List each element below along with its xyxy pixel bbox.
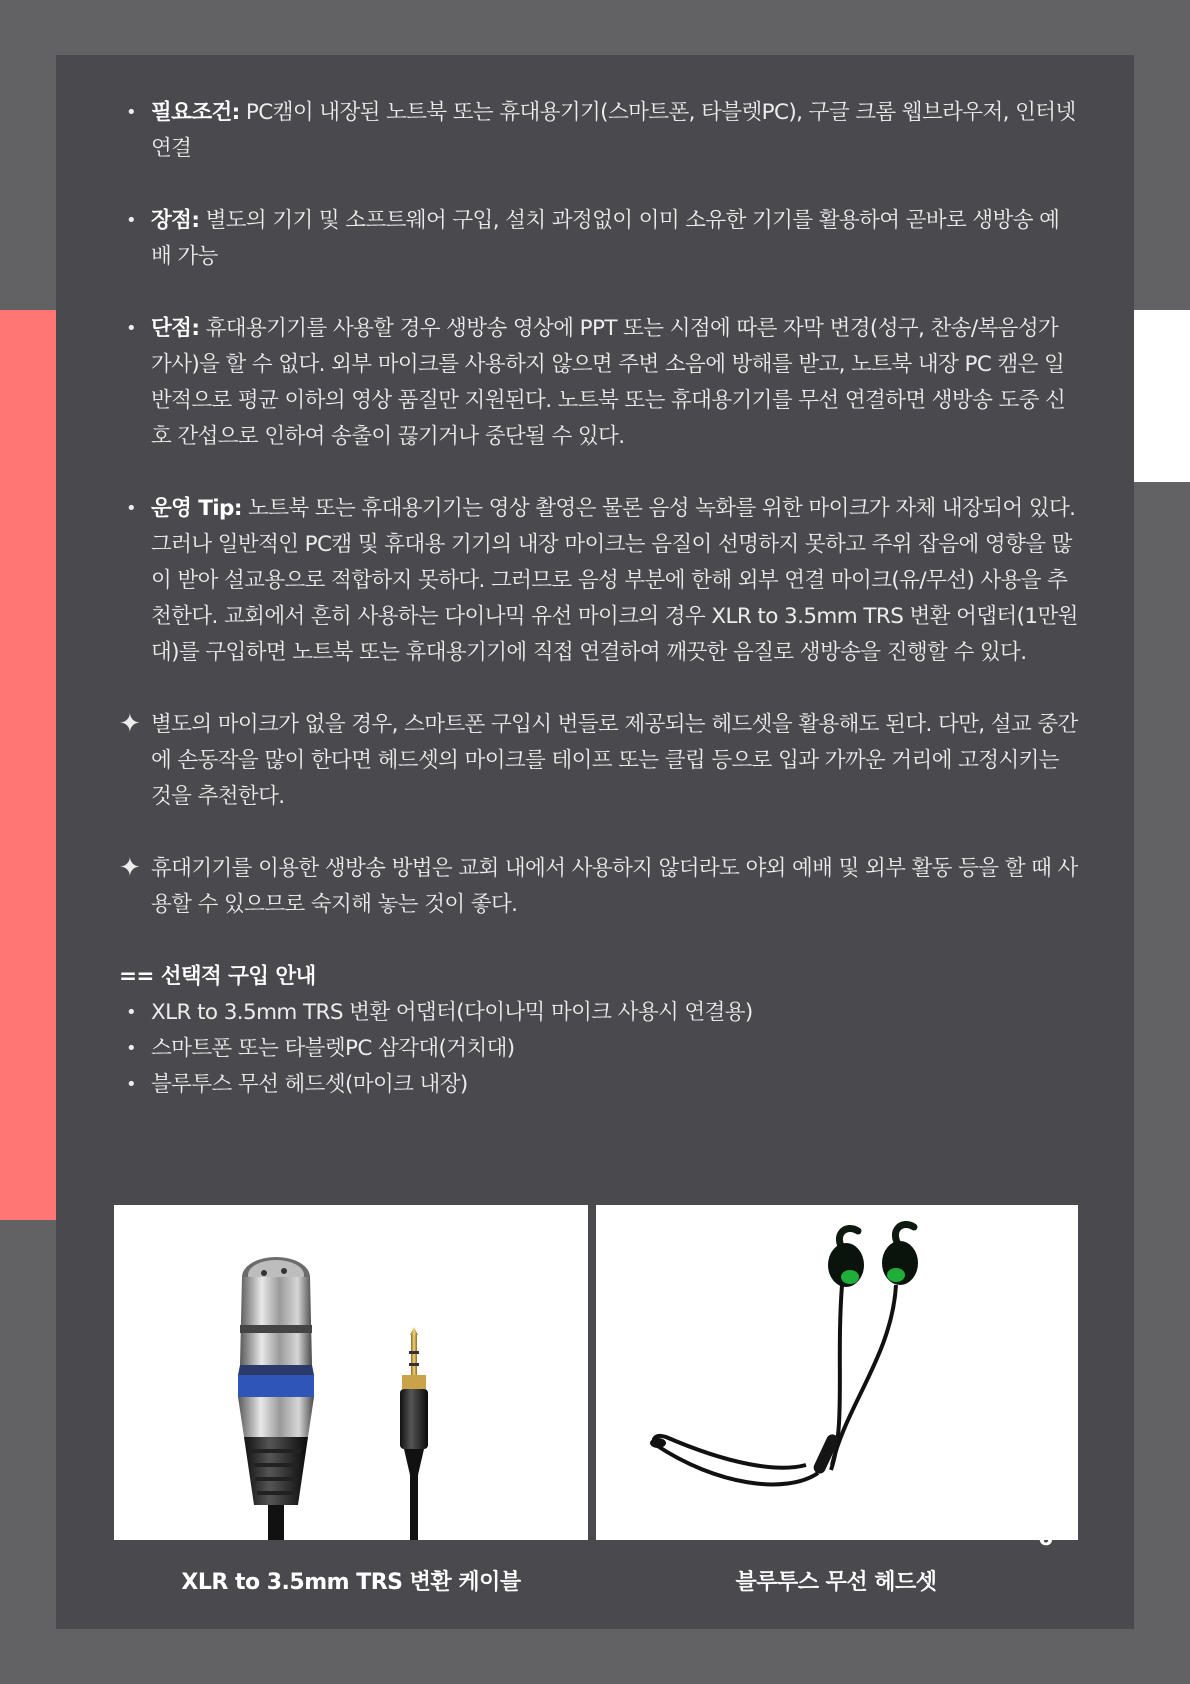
purchase-item (56, 1067, 1079, 1103)
left-accent-bar (0, 310, 58, 1220)
bullet-text: 별도의 기기 및 소프트웨어 구입, 설치 과정없이 이미 소유한 기기를 활용하여 곧바로 생방송 예배 가능 (151, 208, 1060, 269)
bullet-text: PC캠이 내장된 노트북 또는 휴대용기기(스마트폰, 타블렛PC), 구글 크롬 웹브라우저, 인터넷 연결 (151, 100, 1076, 161)
purchase-item (56, 995, 1079, 1031)
note-mobile-broadcast (56, 851, 1079, 923)
bullet-operation-tip (56, 491, 1079, 671)
bluetooth-headset-photo (596, 1205, 1078, 1540)
bullet-dot-icon: • (126, 318, 137, 339)
note-text: 휴대기기를 이용한 생방송 방법은 교회 내에서 사용하지 않더라도 야외 예배 및 외부 활동 등을 할 때 사용할 수 있으므로 숙지해 놓는 것이 좋다. (151, 856, 1078, 917)
four-point-star-icon: ✦ (119, 853, 141, 883)
bullet-disadvantages (56, 311, 1079, 455)
purchase-item-text: 스마트폰 또는 타블렛PC 삼각대(거치대) (151, 1036, 515, 1061)
bullet-advantages (56, 203, 1079, 275)
bullet-text: 노트북 또는 휴대용기기는 영상 촬영은 물론 음성 녹화를 위한 마이크가 자체 내장되어 있다. 그러나 일반적인 PC캠 및 휴대용 기기의 내장 마이크는 음질이 선명하지 못하고 주위 잡음에 영향을 많이 받아 설교용으로 적합하지 못하다. 그러므로 음성 부분에 한해 외부 연결 마이크(유/무선) 사용을 추천한다. 교회에서 흔히 사용하는 다이나믹 유선 마이크의 경우 XLR to 3.5mm TRS 변환 어댑터(1만원대)를 구입하면 노트북 또는 휴대용기기에 직접 연결하여 깨끗한 음질로 생방송을 진행할 수 있다. (151, 496, 1078, 665)
xlr-cable-photo (114, 1205, 588, 1540)
purchase-heading: == 선택적 구입 안내 (119, 964, 316, 989)
product-photos (114, 1205, 1080, 1541)
purchase-item-text: XLR to 3.5mm TRS 변환 어댑터(다이나믹 마이크 사용시 연결용) (151, 1000, 753, 1025)
content-panel (56, 55, 1134, 1629)
bullet-label: 단점: (151, 316, 200, 341)
bullet-dot-icon: • (126, 102, 137, 123)
bullet-dot-icon: • (126, 1038, 137, 1059)
bullet-dot-icon: • (126, 1074, 137, 1095)
page-number: 6 (1038, 1526, 1054, 1551)
bullet-requirements (56, 95, 1079, 167)
bullet-label: 장점: (151, 208, 200, 233)
bullet-dot-icon: • (126, 210, 137, 231)
note-text: 별도의 마이크가 없을 경우, 스마트폰 구입시 번들로 제공되는 헤드셋을 활용해도 된다. 다만, 설교 중간에 손동작을 많이 한다면 헤드셋의 마이크를 테이프 또는 클립 등으로 입과 가까운 거리에 고정시키는 것을 추천한다. (151, 712, 1078, 809)
bullet-dot-icon: • (126, 1002, 137, 1023)
bullet-text: 휴대용기기를 사용할 경우 생방송 영상에 PPT 또는 시점에 따른 자막 변경(성구, 찬송/복음성가 가사)을 할 수 없다. 외부 마이크를 사용하지 않으면 주변 소음에 방해를 받고, 노트북 내장 PC 캠은 일반적으로 평균 이하의 영상 품질만 지원된다. 노트북 또는 휴대용기기를 무선 연결하면 생방송 도중 신호 간섭으로 인하여 송출이 끊기거나 중단될 수 있다. (151, 316, 1066, 449)
body-text (119, 95, 1079, 1103)
bluetooth-headset-illustration (596, 1205, 1078, 1540)
xlr-cable-caption: XLR to 3.5mm TRS 변환 케이블 (181, 1570, 521, 1595)
purchase-item (56, 1031, 1079, 1067)
note-headset (56, 707, 1079, 815)
purchase-item-text: 블루투스 무선 헤드셋(마이크 내장) (151, 1072, 468, 1097)
xlr-cable-illustration (114, 1205, 588, 1540)
right-accent-bar (1132, 310, 1190, 482)
bullet-label: 필요조건: (151, 100, 240, 125)
bullet-label: 운영 Tip: (151, 496, 242, 521)
four-point-star-icon: ✦ (119, 709, 141, 739)
headset-caption: 블루투스 무선 헤드셋 (735, 1570, 937, 1595)
bullet-dot-icon: • (126, 498, 137, 519)
